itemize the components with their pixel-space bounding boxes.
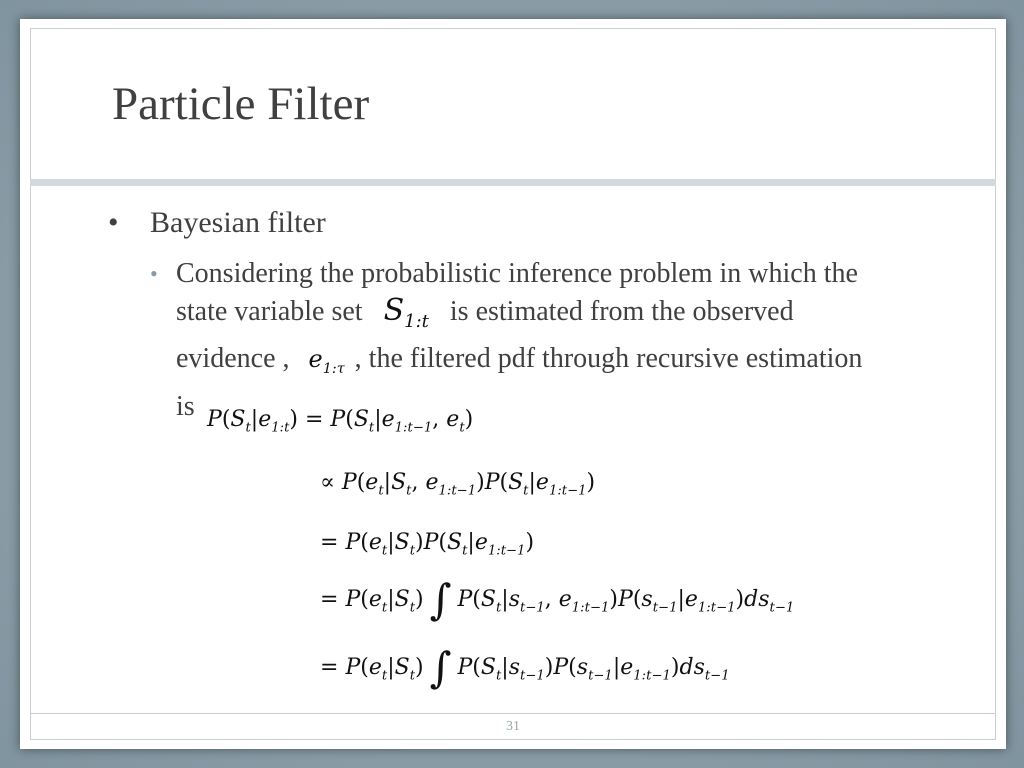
footer-divider bbox=[30, 713, 996, 714]
bullet-level1-text: Bayesian filter bbox=[150, 206, 326, 239]
bullet-level1 bbox=[108, 206, 326, 240]
integral-icon: ∫ bbox=[429, 643, 452, 692]
equation-line-2: ∝ $P(e_t|S_t$, $e_{1:t-1})P(S_t|e_{1:t-1})$ bbox=[320, 470, 596, 499]
slide-title: Particle Filter bbox=[112, 78, 370, 130]
equation-line-3: = $P(e_t|S_t)P(S_t|e_{1:t-1})$ bbox=[320, 530, 535, 559]
title-divider bbox=[30, 179, 996, 186]
bullet-dot-icon: • bbox=[108, 206, 119, 239]
bullet2-part3: , the filtered pdf through recursive estimation is bbox=[176, 343, 863, 422]
equation-line-5: = $P(e_t|S_t)$ ∫ $P(S_t|s_{t-1})P(s_{t-1}|e_{1:t-1})ds_{t-1}$ bbox=[320, 643, 730, 692]
bullet2-part2: is estimated from the observed evidence , bbox=[176, 296, 794, 374]
bullet2-part1: Considering the probabilistic inference problem in which the state variable set bbox=[176, 258, 858, 327]
bullet-level2-text bbox=[176, 255, 876, 425]
page-number: 31 bbox=[506, 719, 520, 734]
inline-math-evidence: $e_{1:\tau}$ bbox=[308, 345, 345, 377]
equation-line-1: $P(S_t|e_{1:t}) = P(S_t|e_{1:t-1}$, $e_t$) bbox=[207, 407, 474, 436]
inline-math-state-set: $S_{1:t}$ bbox=[383, 293, 429, 332]
sub-bullet-dot-icon: • bbox=[150, 261, 158, 286]
slide bbox=[20, 19, 1006, 749]
integral-icon: ∫ bbox=[429, 575, 452, 624]
equation-line-4: = $P(e_t|S_t)$ ∫ $P(S_t|s_{t-1}$, $e_{1:t-1})P(s_{t-1}|e_{1:t-1})ds_{t-1}$ bbox=[320, 575, 795, 624]
